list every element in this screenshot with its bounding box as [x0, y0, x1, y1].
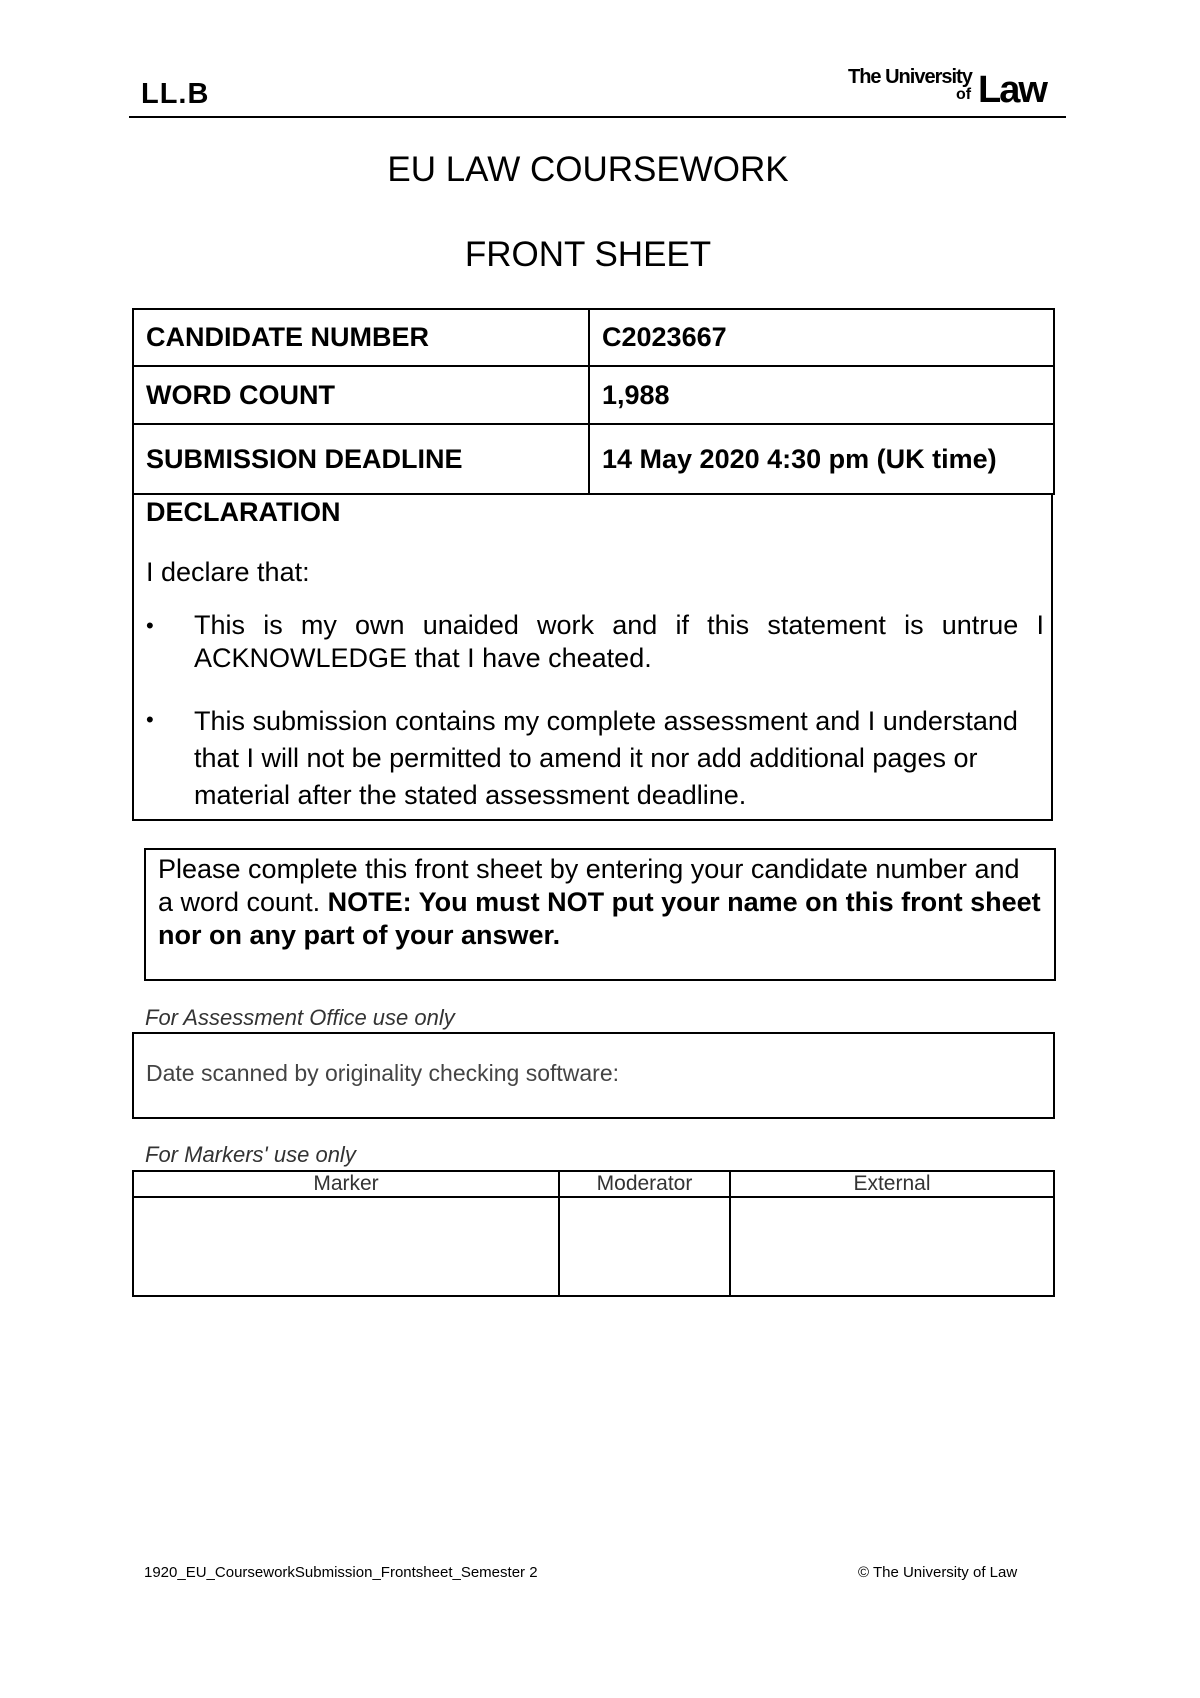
document-title: EU LAW COURSEWORK — [387, 150, 789, 189]
logo-line-1: The University — [848, 66, 972, 88]
instruction-notice — [144, 848, 1056, 981]
table-row — [133, 309, 1054, 366]
moderator-cell — [559, 1197, 730, 1296]
assessment-office-caption: For Assessment Office use only — [145, 1005, 455, 1030]
candidate-number-value: C2023667 — [589, 309, 1054, 366]
declaration-statement-1: This is my own unaided work and if this statement is untrue I ACKNOWLEDGE that I have cheated. — [194, 610, 1044, 673]
document-subtitle: FRONT SHEET — [464, 235, 712, 274]
submission-deadline-label: SUBMISSION DEADLINE — [133, 424, 589, 494]
word-count-value: 1,988 — [589, 366, 1054, 424]
external-cell — [730, 1197, 1054, 1296]
marker-column-header: Marker — [133, 1171, 559, 1197]
table-row — [133, 1197, 1054, 1296]
moderator-column-header: Moderator — [559, 1171, 730, 1197]
marker-cell — [133, 1197, 559, 1296]
bullet-icon: • — [146, 613, 154, 638]
course-code: LL.B — [141, 78, 210, 110]
logo-line-3: Law — [978, 69, 1046, 111]
markers-caption: For Markers' use only — [145, 1142, 356, 1167]
table-row — [133, 424, 1054, 494]
submission-deadline-value: 14 May 2020 4:30 pm (UK time) — [589, 424, 1054, 494]
notice-text: Please complete this front sheet by entering your candidate number and a word count. — [158, 854, 1020, 917]
table-header-row — [133, 1171, 1054, 1197]
logo-line-2: of — [956, 86, 972, 103]
candidate-info-table — [132, 308, 1055, 495]
declaration-statement-2: This submission contains my complete assessment and I understand that I will not be permitted to amend it nor add additional pages or material after the stated assessment deadline. — [194, 706, 1018, 810]
external-column-header: External — [730, 1171, 1054, 1197]
declaration-intro: I declare that: — [146, 557, 310, 587]
markers-table — [132, 1170, 1055, 1297]
university-logo — [848, 66, 1056, 110]
word-count-label: WORD COUNT — [133, 366, 589, 424]
footer-filename: 1920_EU_CourseworkSubmission_Frontsheet_Semester 2 — [144, 1564, 538, 1581]
declaration-title: DECLARATION — [146, 497, 341, 527]
declaration-box — [132, 493, 1053, 821]
header-divider — [129, 116, 1066, 118]
table-row — [133, 366, 1054, 424]
candidate-number-label: CANDIDATE NUMBER — [133, 309, 589, 366]
date-scanned-label: Date scanned by originality checking software: — [146, 1060, 620, 1086]
footer-copyright: © The University of Law — [858, 1564, 1018, 1581]
bullet-icon: • — [146, 707, 154, 732]
assessment-office-box — [132, 1032, 1055, 1119]
notice-warning: NOTE: You must NOT put your name on this front sheet nor on any part of your answer. — [158, 887, 1041, 950]
